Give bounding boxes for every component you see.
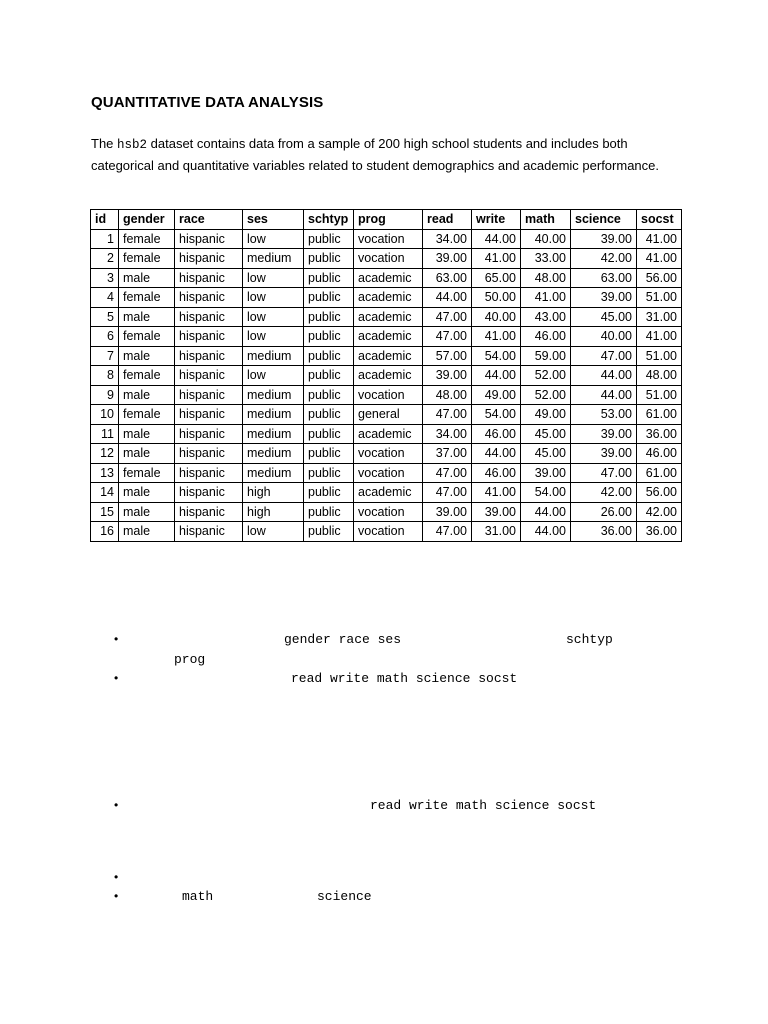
cell-socst: 61.00 xyxy=(637,463,682,483)
cell-science: 39.00 xyxy=(571,288,637,308)
cell-math: 40.00 xyxy=(521,229,571,249)
cell-race: hispanic xyxy=(175,366,243,386)
cell-gender: male xyxy=(119,385,175,405)
cell-write: 41.00 xyxy=(472,249,521,269)
data-table xyxy=(90,209,682,542)
bullet-5-marker: • xyxy=(114,889,119,903)
cell-prog: general xyxy=(354,405,423,425)
cell-ses: medium xyxy=(243,424,304,444)
cell-read: 63.00 xyxy=(423,268,472,288)
cell-prog: vocation xyxy=(354,249,423,269)
bullet-1-prog: prog xyxy=(174,652,206,667)
cell-prog: vocation xyxy=(354,463,423,483)
cell-id: 10 xyxy=(91,405,119,425)
cell-science: 44.00 xyxy=(571,385,637,405)
cell-read: 34.00 xyxy=(423,424,472,444)
cell-gender: female xyxy=(119,366,175,386)
cell-read: 47.00 xyxy=(423,327,472,347)
table-row xyxy=(91,327,682,347)
cell-schtyp: public xyxy=(304,249,354,269)
cell-math: 39.00 xyxy=(521,463,571,483)
cell-race: hispanic xyxy=(175,268,243,288)
cell-socst: 46.00 xyxy=(637,444,682,464)
cell-math: 59.00 xyxy=(521,346,571,366)
cell-race: hispanic xyxy=(175,405,243,425)
cell-prog: vocation xyxy=(354,385,423,405)
cell-science: 63.00 xyxy=(571,268,637,288)
table-row xyxy=(91,249,682,269)
intro-paragraph xyxy=(91,134,691,175)
cell-gender: male xyxy=(119,424,175,444)
column-header-prog: prog xyxy=(354,210,423,230)
cell-prog: academic xyxy=(354,346,423,366)
cell-socst: 51.00 xyxy=(637,385,682,405)
column-header-socst: socst xyxy=(637,210,682,230)
table-row xyxy=(91,522,682,542)
cell-gender: female xyxy=(119,463,175,483)
cell-science: 47.00 xyxy=(571,346,637,366)
cell-id: 16 xyxy=(91,522,119,542)
cell-math: 44.00 xyxy=(521,502,571,522)
bullet-1-categorical-vars: gender race ses xyxy=(284,632,402,647)
cell-ses: low xyxy=(243,327,304,347)
cell-science: 39.00 xyxy=(571,229,637,249)
cell-race: hispanic xyxy=(175,249,243,269)
column-header-ses: ses xyxy=(243,210,304,230)
cell-id: 5 xyxy=(91,307,119,327)
column-header-schtyp: schtyp xyxy=(304,210,354,230)
cell-science: 39.00 xyxy=(571,424,637,444)
cell-gender: female xyxy=(119,229,175,249)
cell-math: 52.00 xyxy=(521,366,571,386)
cell-socst: 51.00 xyxy=(637,288,682,308)
cell-race: hispanic xyxy=(175,522,243,542)
cell-id: 6 xyxy=(91,327,119,347)
cell-math: 46.00 xyxy=(521,327,571,347)
cell-ses: low xyxy=(243,288,304,308)
cell-math: 49.00 xyxy=(521,405,571,425)
cell-race: hispanic xyxy=(175,346,243,366)
cell-socst: 56.00 xyxy=(637,268,682,288)
cell-math: 52.00 xyxy=(521,385,571,405)
cell-ses: medium xyxy=(243,444,304,464)
cell-write: 41.00 xyxy=(472,327,521,347)
cell-math: 33.00 xyxy=(521,249,571,269)
cell-science: 39.00 xyxy=(571,444,637,464)
cell-schtyp: public xyxy=(304,483,354,503)
cell-math: 54.00 xyxy=(521,483,571,503)
cell-gender: male xyxy=(119,346,175,366)
cell-socst: 41.00 xyxy=(637,229,682,249)
cell-prog: vocation xyxy=(354,522,423,542)
cell-schtyp: public xyxy=(304,444,354,464)
table-row xyxy=(91,268,682,288)
cell-write: 49.00 xyxy=(472,385,521,405)
cell-read: 44.00 xyxy=(423,288,472,308)
cell-socst: 36.00 xyxy=(637,424,682,444)
cell-id: 9 xyxy=(91,385,119,405)
cell-id: 13 xyxy=(91,463,119,483)
table-row xyxy=(91,444,682,464)
cell-race: hispanic xyxy=(175,502,243,522)
cell-read: 39.00 xyxy=(423,366,472,386)
cell-science: 44.00 xyxy=(571,366,637,386)
page-title: QUANTITATIVE DATA ANALYSIS xyxy=(91,94,324,111)
cell-id: 14 xyxy=(91,483,119,503)
bullet-3-marker: • xyxy=(114,798,119,812)
table-row xyxy=(91,385,682,405)
cell-prog: vocation xyxy=(354,444,423,464)
cell-schtyp: public xyxy=(304,327,354,347)
cell-ses: medium xyxy=(243,249,304,269)
cell-read: 37.00 xyxy=(423,444,472,464)
cell-write: 46.00 xyxy=(472,463,521,483)
column-header-read: read xyxy=(423,210,472,230)
cell-read: 34.00 xyxy=(423,229,472,249)
cell-read: 48.00 xyxy=(423,385,472,405)
bullet-4-marker: • xyxy=(114,870,119,884)
cell-write: 65.00 xyxy=(472,268,521,288)
bullet-2-quantitative-vars: read write math science socst xyxy=(291,671,518,686)
cell-prog: vocation xyxy=(354,502,423,522)
cell-science: 53.00 xyxy=(571,405,637,425)
cell-read: 47.00 xyxy=(423,483,472,503)
cell-ses: high xyxy=(243,483,304,503)
cell-prog: vocation xyxy=(354,229,423,249)
bullet-5-science: science xyxy=(317,889,372,904)
intro-text-before: The xyxy=(91,136,118,151)
bullet-2-marker: • xyxy=(114,671,119,685)
cell-gender: male xyxy=(119,502,175,522)
cell-gender: female xyxy=(119,405,175,425)
cell-prog: academic xyxy=(354,366,423,386)
cell-schtyp: public xyxy=(304,307,354,327)
cell-write: 50.00 xyxy=(472,288,521,308)
cell-socst: 36.00 xyxy=(637,522,682,542)
cell-race: hispanic xyxy=(175,288,243,308)
cell-prog: academic xyxy=(354,327,423,347)
cell-science: 42.00 xyxy=(571,249,637,269)
cell-science: 36.00 xyxy=(571,522,637,542)
column-header-math: math xyxy=(521,210,571,230)
cell-gender: female xyxy=(119,327,175,347)
column-header-science: science xyxy=(571,210,637,230)
cell-schtyp: public xyxy=(304,268,354,288)
cell-science: 26.00 xyxy=(571,502,637,522)
cell-math: 44.00 xyxy=(521,522,571,542)
cell-math: 45.00 xyxy=(521,424,571,444)
cell-prog: academic xyxy=(354,288,423,308)
cell-science: 42.00 xyxy=(571,483,637,503)
cell-ses: low xyxy=(243,229,304,249)
cell-ses: low xyxy=(243,522,304,542)
cell-schtyp: public xyxy=(304,366,354,386)
table-row xyxy=(91,307,682,327)
cell-gender: female xyxy=(119,249,175,269)
cell-prog: academic xyxy=(354,483,423,503)
cell-socst: 51.00 xyxy=(637,346,682,366)
cell-schtyp: public xyxy=(304,463,354,483)
cell-race: hispanic xyxy=(175,229,243,249)
cell-science: 40.00 xyxy=(571,327,637,347)
cell-write: 54.00 xyxy=(472,346,521,366)
column-header-write: write xyxy=(472,210,521,230)
cell-race: hispanic xyxy=(175,307,243,327)
cell-id: 12 xyxy=(91,444,119,464)
cell-schtyp: public xyxy=(304,424,354,444)
cell-gender: female xyxy=(119,288,175,308)
cell-read: 47.00 xyxy=(423,463,472,483)
cell-ses: low xyxy=(243,366,304,386)
table-row xyxy=(91,366,682,386)
cell-ses: medium xyxy=(243,385,304,405)
cell-race: hispanic xyxy=(175,463,243,483)
intro-text-after: dataset contains data from a sample of 200 high school students and includes both categorical and quantitative variables related to student demographics and academic performance. xyxy=(91,136,660,173)
cell-math: 48.00 xyxy=(521,268,571,288)
cell-socst: 41.00 xyxy=(637,327,682,347)
cell-prog: academic xyxy=(354,424,423,444)
cell-race: hispanic xyxy=(175,483,243,503)
cell-id: 11 xyxy=(91,424,119,444)
cell-id: 1 xyxy=(91,229,119,249)
cell-gender: male xyxy=(119,522,175,542)
cell-read: 47.00 xyxy=(423,307,472,327)
cell-prog: academic xyxy=(354,307,423,327)
cell-id: 8 xyxy=(91,366,119,386)
cell-schtyp: public xyxy=(304,522,354,542)
column-header-race: race xyxy=(175,210,243,230)
bullet-3-quantitative-vars: read write math science socst xyxy=(370,798,597,813)
dataset-name: hsb2 xyxy=(117,138,148,152)
cell-read: 47.00 xyxy=(423,522,472,542)
table-body xyxy=(91,229,682,541)
cell-race: hispanic xyxy=(175,424,243,444)
cell-race: hispanic xyxy=(175,444,243,464)
cell-gender: male xyxy=(119,483,175,503)
cell-ses: medium xyxy=(243,405,304,425)
cell-id: 15 xyxy=(91,502,119,522)
bullet-1-marker: • xyxy=(114,632,119,646)
cell-socst: 61.00 xyxy=(637,405,682,425)
cell-id: 2 xyxy=(91,249,119,269)
table-row xyxy=(91,229,682,249)
cell-socst: 41.00 xyxy=(637,249,682,269)
cell-ses: medium xyxy=(243,346,304,366)
table-row xyxy=(91,483,682,503)
cell-read: 39.00 xyxy=(423,502,472,522)
cell-write: 44.00 xyxy=(472,229,521,249)
cell-id: 4 xyxy=(91,288,119,308)
cell-gender: male xyxy=(119,268,175,288)
cell-race: hispanic xyxy=(175,385,243,405)
cell-race: hispanic xyxy=(175,327,243,347)
table-header-row xyxy=(91,210,682,230)
cell-write: 40.00 xyxy=(472,307,521,327)
cell-prog: academic xyxy=(354,268,423,288)
cell-read: 57.00 xyxy=(423,346,472,366)
cell-math: 41.00 xyxy=(521,288,571,308)
cell-write: 44.00 xyxy=(472,366,521,386)
cell-socst: 42.00 xyxy=(637,502,682,522)
table-row xyxy=(91,463,682,483)
table-row xyxy=(91,288,682,308)
table-row xyxy=(91,405,682,425)
cell-ses: medium xyxy=(243,463,304,483)
cell-math: 43.00 xyxy=(521,307,571,327)
cell-schtyp: public xyxy=(304,385,354,405)
cell-write: 41.00 xyxy=(472,483,521,503)
cell-read: 47.00 xyxy=(423,405,472,425)
cell-schtyp: public xyxy=(304,288,354,308)
column-header-gender: gender xyxy=(119,210,175,230)
cell-socst: 48.00 xyxy=(637,366,682,386)
cell-write: 31.00 xyxy=(472,522,521,542)
bullet-1-schtyp: schtyp xyxy=(566,632,613,647)
cell-write: 54.00 xyxy=(472,405,521,425)
cell-schtyp: public xyxy=(304,229,354,249)
cell-socst: 56.00 xyxy=(637,483,682,503)
cell-math: 45.00 xyxy=(521,444,571,464)
cell-read: 39.00 xyxy=(423,249,472,269)
cell-science: 47.00 xyxy=(571,463,637,483)
cell-science: 45.00 xyxy=(571,307,637,327)
table-row xyxy=(91,424,682,444)
cell-gender: male xyxy=(119,444,175,464)
cell-ses: high xyxy=(243,502,304,522)
cell-schtyp: public xyxy=(304,405,354,425)
table-row xyxy=(91,346,682,366)
cell-id: 7 xyxy=(91,346,119,366)
cell-write: 44.00 xyxy=(472,444,521,464)
cell-schtyp: public xyxy=(304,346,354,366)
table-row xyxy=(91,502,682,522)
cell-socst: 31.00 xyxy=(637,307,682,327)
cell-write: 46.00 xyxy=(472,424,521,444)
cell-gender: male xyxy=(119,307,175,327)
cell-ses: low xyxy=(243,268,304,288)
bullet-5-math: math xyxy=(182,889,214,904)
cell-ses: low xyxy=(243,307,304,327)
column-header-id: id xyxy=(91,210,119,230)
cell-schtyp: public xyxy=(304,502,354,522)
cell-write: 39.00 xyxy=(472,502,521,522)
cell-id: 3 xyxy=(91,268,119,288)
